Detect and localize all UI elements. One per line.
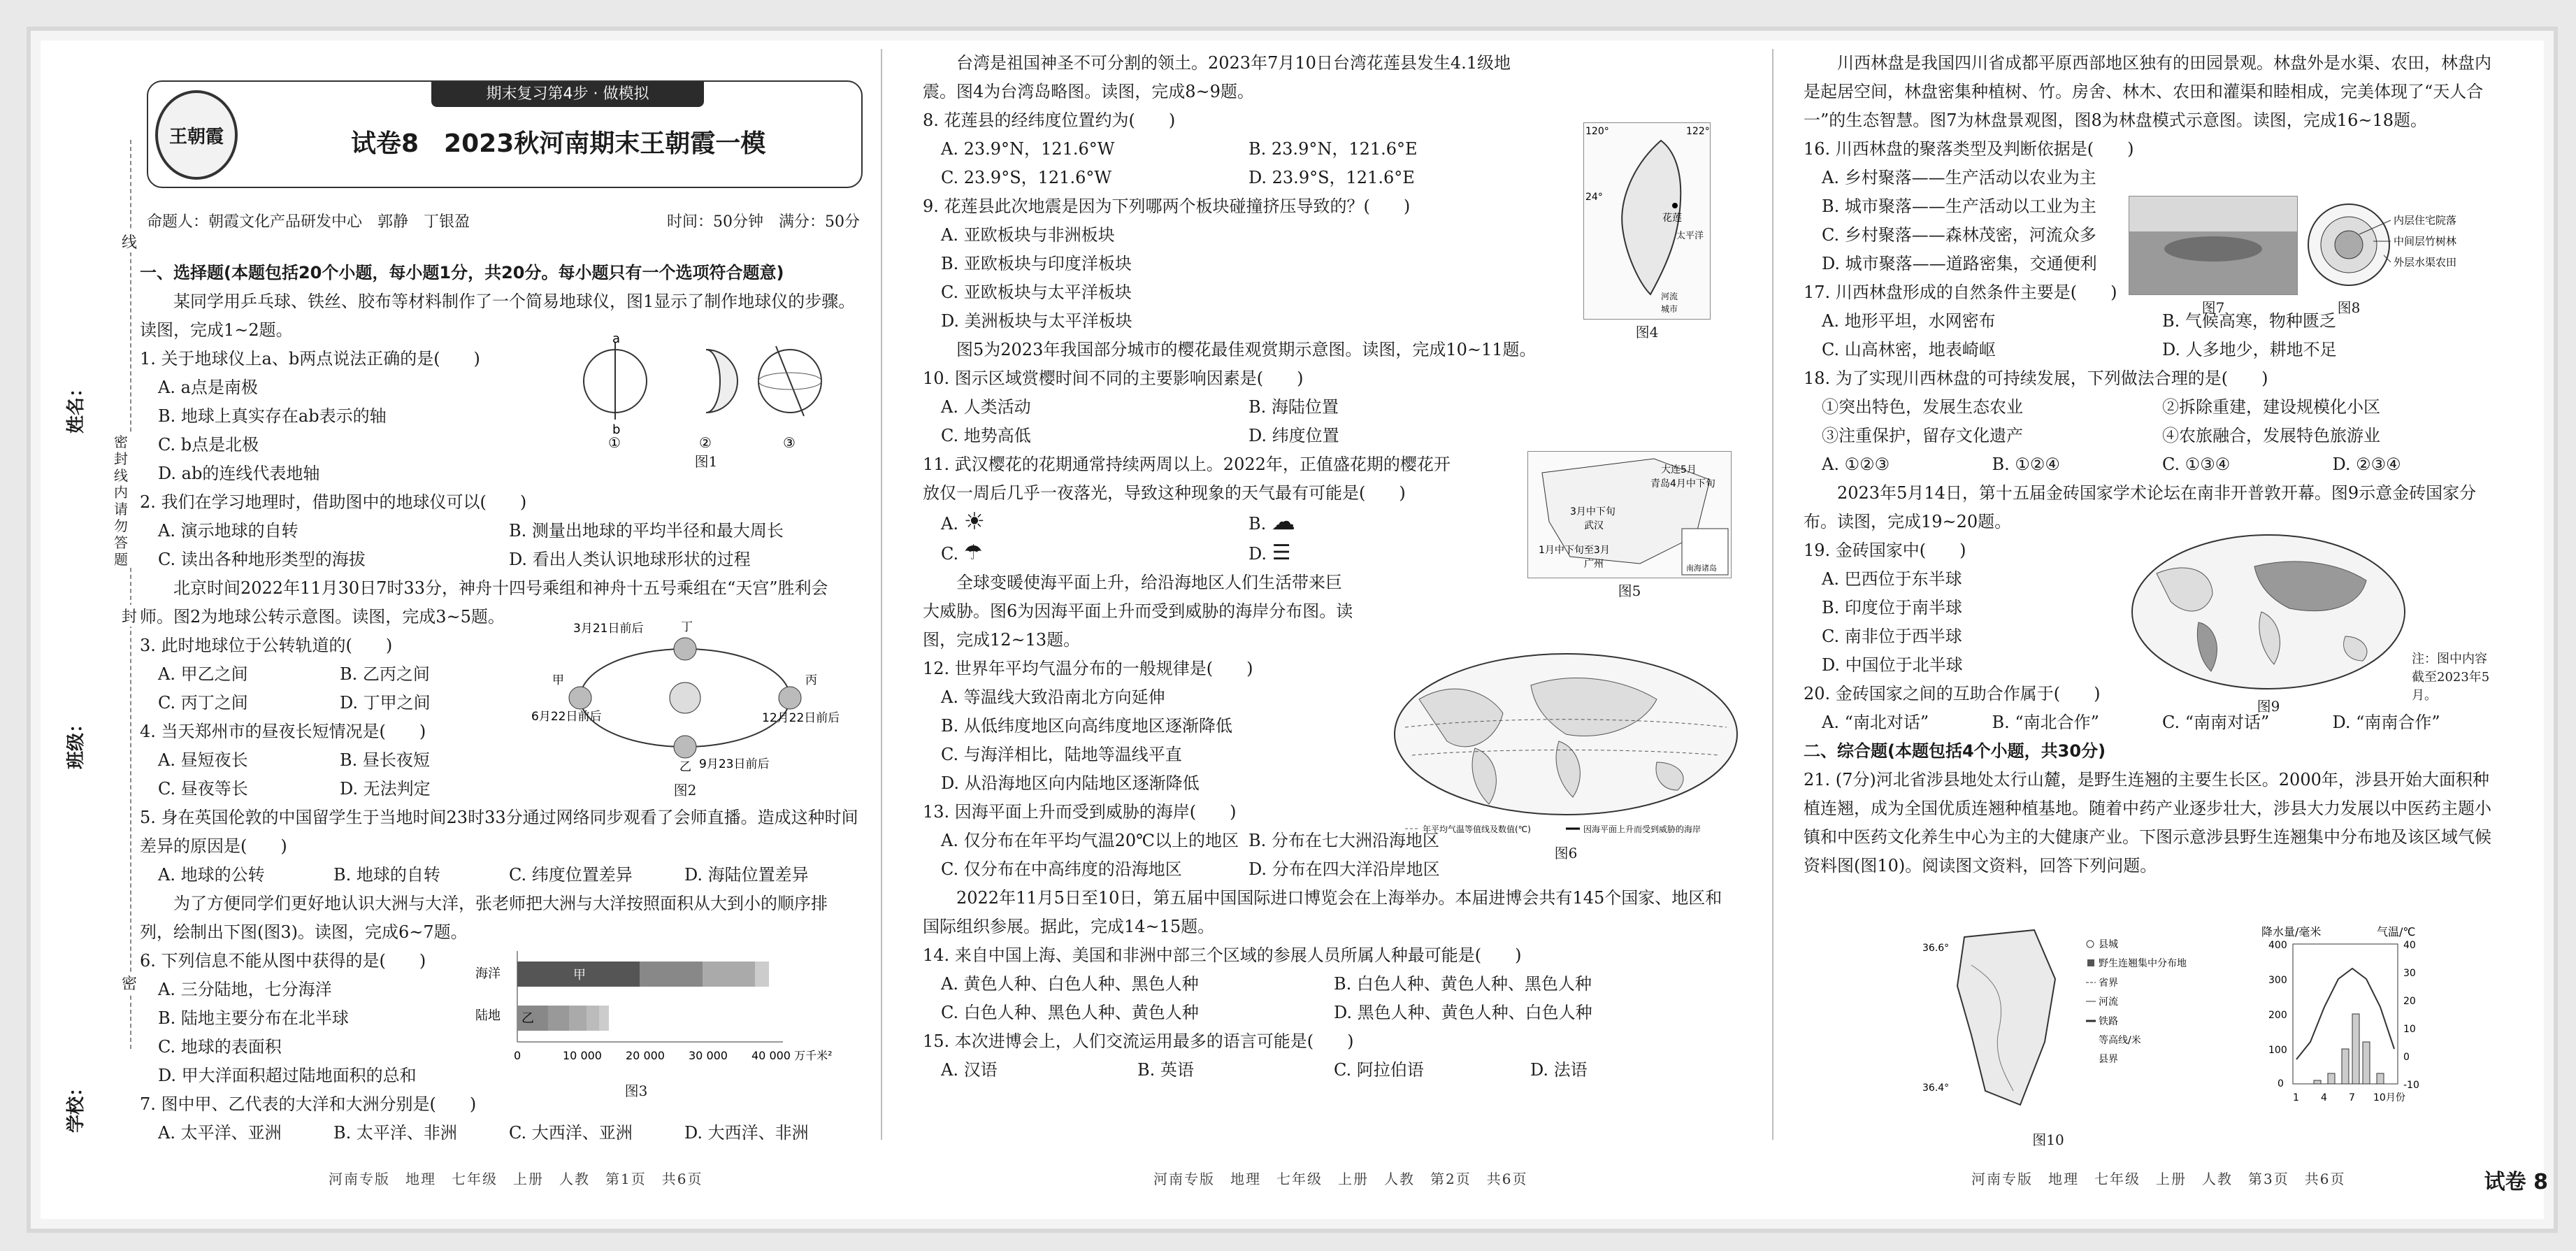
tick-20000: 20 000 [626, 1049, 665, 1062]
q10-option-d: D. 纬度位置 [1249, 426, 1339, 445]
figure-9-note: 注：图中内容截至2023年5月。 [2412, 652, 2490, 703]
question-4: 4. 当天郑州市的昼夜长短情况是( ) [140, 722, 426, 741]
q15-option-a: A. 汉语 [941, 1060, 998, 1080]
intro-6: 全球变暖使海平面上升，给沿海地区人们生活带来巨大威胁。图6为因海平面上升而受到威胁的海岸分布图。读图，完成12~13题。 [923, 573, 1353, 650]
month-tick-10: 10月份 [2373, 1092, 2405, 1103]
bar-jia-label: 甲 [573, 968, 586, 982]
cloudy-icon: ☁ [1271, 508, 1295, 536]
hualien-label: 花莲 [1662, 213, 1682, 224]
q6-option-d: D. 甲大洋面积超过陆地面积的总和 [158, 1066, 417, 1085]
temp-tick-40: 40 [2403, 940, 2416, 951]
q12-option-b: B. 从低纬度地区向高纬度地区逐渐降低 [941, 716, 1232, 736]
question-10: 10. 图示区域赏樱时间不同的主要影响因素是( ) [923, 369, 1304, 388]
q1-option-b: B. 地球上真实存在ab表示的轴 [158, 406, 387, 426]
paper-meta [147, 210, 860, 231]
step-3-label: ③ [783, 434, 796, 448]
hualien-marker [1672, 203, 1678, 208]
q12-option-d: D. 从沿海地区向内陆地区逐渐降低 [941, 773, 1200, 793]
question-19: 19. 金砖国家中( ) [1804, 541, 1966, 560]
paper-number: 试卷 8 [2484, 1170, 2548, 1194]
figure-5 [1527, 451, 1732, 599]
legend-county-border: 县界 [2099, 1054, 2118, 1065]
authors: 命题人：朝霞文化产品研发中心 郭静 丁银盈 [147, 213, 470, 231]
section1-heading: 一、选择题(本题包括20个小题，每小题1分，共20分。每小题只有一个选项符合题意) [140, 263, 784, 283]
q6-option-b: B. 陆地主要分布在北半球 [158, 1008, 349, 1028]
figure-6-caption: 图6 [1554, 845, 1578, 862]
question-15: 15. 本次进博会上，人们交流运用最多的语言可能是( ) [923, 1031, 1354, 1051]
column-3 [1804, 49, 2503, 880]
shexian-map-and-climate [1922, 923, 2482, 1126]
orbit-dec22: 12月22日前后 [762, 711, 839, 725]
legend-province: 省界 [2099, 978, 2118, 989]
guangzhou-label: 广州 [1584, 559, 1604, 570]
legend-railway: 铁路 [2099, 1016, 2118, 1027]
march-label: 3月中下旬 [1570, 506, 1616, 517]
question-13: 13. 因海平面上升而受到威胁的海岸( ) [923, 802, 1237, 822]
question-21: 21. (7分)河北省涉县地处太行山麓，是野生连翘的主要生长区。2000年，涉县开始大面积种植连翘，成为全国优质连翘种植基地。随着中药产业逐步壮大，涉县大力发展以中医药主题小镇和中医药文化养生中心为主的大健康产业。下图示意涉县野生连翘集中分布地及该区域气候资料图(图10)。阅读图文资料，回答下列问题。 [1804, 770, 2491, 875]
lon-120: 120° [1585, 126, 1609, 137]
seal-char-3: 密 [122, 972, 137, 994]
time-score: 时间：50分钟 满分：50分 [667, 213, 860, 231]
precip-tick-0: 0 [2278, 1078, 2284, 1089]
orbit-diagram [531, 615, 839, 776]
q18-option-b: B. ①②④ [1992, 455, 2060, 474]
jan-march-label: 1月中下旬至3月 [1539, 545, 1610, 556]
question-8: 8. 花莲县的经纬度位置约为( ) [923, 110, 1176, 130]
q4-option-c: C. 昼夜等长 [158, 779, 248, 799]
intro-5: 图5为2023年我国部分城市的樱花最佳观赏期示意图。读图，完成10~11题。 [956, 340, 1537, 359]
figure-6 [1391, 650, 1741, 860]
orbit-sep23: 9月23日前后 [699, 757, 770, 771]
figure-4-caption: 图4 [1635, 324, 1659, 341]
legend-river: 河流 [1661, 292, 1678, 301]
figure-10-caption: 图10 [2032, 1131, 2064, 1148]
fog-icon: ☰ [1272, 541, 1291, 565]
qingdao-label: 青岛4月中下旬 [1650, 478, 1715, 489]
step-2-label: ② [699, 434, 712, 448]
school-label: 学校： [66, 1078, 87, 1133]
q15-option-d: D. 法语 [1530, 1060, 1588, 1080]
land-row-label: 陆地 [475, 1008, 501, 1023]
q18-option-c: C. ①③④ [2162, 455, 2231, 474]
orbit-mar21: 3月21日前后 [573, 622, 644, 636]
class-label: 班级： [66, 714, 87, 769]
q6-option-a: A. 三分陆地，七分海洋 [158, 980, 332, 999]
q20-option-c: C. “南南对话” [2162, 713, 2270, 732]
temp-tick-0: 0 [2403, 1052, 2410, 1063]
q19-option-a: A. 巴西位于东半球 [1822, 569, 1962, 589]
brand-logo [155, 90, 238, 180]
outer-layer-label: 外层水渠农田 [2394, 256, 2457, 269]
q16-option-a: A. 乡村聚落——生产活动以农业为主 [1822, 168, 2096, 187]
q18-option-d: D. ②③④ [2332, 455, 2401, 474]
south-sea-label: 南海诸岛 [1686, 564, 1717, 573]
paper-header [147, 80, 863, 188]
q1-option-a: A. a点是南极 [158, 378, 258, 397]
review-tag: 期末复习第4步 · 做模拟 [431, 82, 704, 107]
seal-line [130, 140, 131, 1049]
temp-tick-20: 20 [2403, 996, 2416, 1007]
question-14: 14. 来自中国上海、美国和非洲中部三个区域的参展人员所属人种最可能是( ) [923, 945, 1522, 965]
q2-option-d: D. 看出人类认识地球形状的过程 [509, 550, 751, 569]
q10-option-c: C. 地势高低 [941, 426, 1031, 445]
figure-1-caption: 图1 [694, 453, 718, 470]
lat-36-6: 36.6° [1922, 943, 1950, 954]
q17-option-d: D. 人多地少，耕地不足 [2162, 340, 2337, 359]
globe-step-2 [706, 350, 737, 413]
wuhan-label: 武汉 [1584, 520, 1604, 531]
intro-2: 北京时间2022年11月30日7时33分，神舟十四号乘组和神舟十五号乘组在“天宫”胜利会师。图2为地球公转示意图。读图，完成3~5题。 [140, 578, 828, 627]
q13-option-c: C. 仅分布在中高纬度的沿海地区 [941, 859, 1182, 879]
temperature-curve [2296, 968, 2394, 1059]
tick-10000: 10 000 [563, 1049, 602, 1062]
q3-option-d: D. 丁甲之间 [340, 693, 431, 713]
q3-option-b: B. 乙丙之间 [340, 664, 430, 684]
temp-tick-30: 30 [2403, 968, 2416, 979]
q15-option-b: B. 英语 [1137, 1060, 1194, 1080]
q7-option-a: A. 太平洋、亚洲 [158, 1123, 282, 1143]
q11-option-c: C. ☂ [941, 541, 983, 565]
question-1: 1. 关于地球仪上a、b两点说法正确的是( ) [140, 349, 480, 369]
q14-option-b: B. 白色人种、黄色人种、黑色人种 [1334, 974, 1592, 994]
brics-map [2129, 531, 2408, 692]
figure-2 [531, 615, 839, 799]
q2-option-a: A. 演示地球的自转 [158, 521, 298, 541]
precip-tick-400: 400 [2268, 940, 2287, 951]
binding-margin [48, 140, 138, 1133]
q16-option-d: D. 城市聚落——道路密集，交通便利 [1822, 254, 2097, 273]
q19-option-d: D. 中国位于北半球 [1822, 655, 1963, 675]
climate-ylabel-right: 气温/℃ [2377, 925, 2416, 938]
pacific-label: 太平洋 [1676, 231, 1704, 241]
q12-option-c: C. 与海洋相比，陆地等温线平直 [941, 745, 1182, 764]
q10-option-b: B. 海陆位置 [1249, 397, 1339, 417]
q3-option-c: C. 丙丁之间 [158, 693, 248, 713]
divider-1 [881, 49, 882, 1140]
question-11: 11. 武汉樱花的花期通常持续两周以上。2022年，正值盛花期的樱花开放仅一周后几乎一夜落光，导致这种现象的天气最有可能是( ) [923, 455, 1451, 503]
q13-option-b: B. 分布在七大洲沿海地区 [1249, 831, 1439, 850]
figure-5-caption: 图5 [1618, 582, 1641, 599]
q16-option-c: C. 乡村聚落——森林茂密，河流众多 [1822, 225, 2096, 245]
orbit-jia: 甲 [552, 673, 564, 687]
figure-4 [1583, 122, 1711, 341]
figure-3-caption: 图3 [624, 1082, 648, 1099]
month-tick-7: 7 [2349, 1092, 2355, 1103]
tick-0: 0 [514, 1049, 521, 1062]
seal-char-2: 封 [122, 605, 137, 627]
q4-option-d: D. 无法判定 [340, 779, 431, 799]
inner-layer-label: 内层住宅院落 [2394, 214, 2457, 227]
ocean-row-label: 海洋 [475, 966, 501, 981]
q19-option-b: B. 印度位于南半球 [1822, 598, 1962, 617]
area-bar-chart [475, 944, 867, 1077]
q2-option-b: B. 测量出地球的平均半径和最大周长 [509, 521, 784, 541]
bar-yi-label: 乙 [521, 1011, 534, 1026]
intro-7: 2022年11月5日至10日，第五届中国国际进口博览会在上海举办。本届进博会共有145个国家、地区和国际组织参展。据此，完成14~15题。 [923, 888, 1722, 936]
q5-option-b: B. 地球的自转 [333, 865, 440, 885]
taiwan-map [1584, 123, 1710, 319]
figure-10 [1922, 923, 2482, 1147]
q11-option-d: D. ☰ [1249, 541, 1291, 565]
lon-122: 122° [1686, 126, 1710, 137]
month-tick-1: 1 [2293, 1092, 2299, 1103]
q14-option-d: D. 黑色人种、黄色人种、白色人种 [1334, 1003, 1592, 1022]
q11-option-a: A. ☀ [941, 508, 986, 536]
sunny-icon: ☀ [963, 508, 986, 536]
q1-option-d: D. ab的连线代表地轴 [158, 464, 320, 483]
q9-option-c: C. 亚欧板块与太平洋板块 [941, 283, 1132, 302]
q8-option-d: D. 23.9°S，121.6°E [1249, 168, 1415, 187]
figure-8-caption: 图8 [2337, 299, 2361, 316]
q7-option-c: C. 大西洋、亚洲 [509, 1123, 633, 1143]
q8-option-a: A. 23.9°N，121.6°W [941, 139, 1115, 159]
q7-option-d: D. 大西洋、非洲 [684, 1123, 809, 1143]
precip-tick-200: 200 [2268, 1010, 2287, 1021]
question-12: 12. 世界年平均气温分布的一般规律是( ) [923, 659, 1253, 678]
temp-tick-10: 10 [2403, 1024, 2416, 1035]
q14-option-a: A. 黄色人种、白色人种、黑色人种 [941, 974, 1199, 994]
forest-plate-photo [2129, 196, 2297, 294]
cherry-blossom-map [1528, 452, 1731, 578]
point-b: b [612, 422, 621, 437]
legend-threatened-coast: 因海平面上升而受到威胁的海岸 [1583, 824, 1701, 834]
globe-steps-diagram [573, 336, 839, 448]
climate-ylabel-left: 降水量/毫米 [2261, 925, 2322, 938]
figure-9 [2129, 531, 2408, 727]
figure-9-caption: 图9 [2257, 698, 2280, 715]
legend-county: 县城 [2099, 939, 2118, 950]
q20-option-b: B. “南北合作” [1992, 713, 2099, 732]
middle-layer-label: 中间层竹树林 [2394, 235, 2457, 248]
q4-option-b: B. 昼长夜短 [340, 750, 430, 770]
q6-option-c: C. 地球的表面积 [158, 1037, 282, 1057]
q5-option-a: A. 地球的公转 [158, 865, 265, 885]
name-label: 姓名： [66, 378, 87, 434]
question-2: 2. 我们在学习地理时，借助图中的地球仪可以( ) [140, 492, 527, 512]
figure-7-caption: 图7 [2201, 299, 2225, 316]
shexian-outline [1957, 930, 2055, 1105]
footer-page-1: 河南专版 地理 七年级 上册 人教 第1页 共6页 [329, 1171, 703, 1187]
step-1-label: ① [608, 434, 621, 448]
lat-24: 24° [1585, 192, 1603, 203]
q18-item-3: ③注重保护，留存文化遗产 [1822, 426, 2023, 445]
q2-option-c: C. 读出各种地形类型的海拔 [158, 550, 366, 569]
question-5: 5. 身在英国伦敦的中国留学生于当地时间23时33分通过网络同步观看了会师直播。造成这种时间差异的原因是( ) [140, 808, 858, 856]
intro-3: 为了方便同学们更好地认识大洲与大洋，张老师把大洲与大洋按照面积从大到小的顺序排列，绘制出下图(图3)。读图，完成6~7题。 [140, 894, 828, 942]
q3-option-a: A. 甲乙之间 [158, 664, 248, 684]
legend-city: 城市 [1661, 304, 1678, 314]
q18-item-1: ①突出特色，发展生态农业 [1822, 397, 2023, 417]
legend-river: 河流 [2099, 996, 2118, 1008]
q4-option-a: A. 昼短夜长 [158, 750, 248, 770]
figure-3 [475, 944, 867, 1105]
q8-option-b: B. 23.9°N，121.6°E [1249, 139, 1418, 159]
dalian-label: 大连5月 [1661, 464, 1697, 476]
q15-option-c: C. 阿拉伯语 [1334, 1060, 1424, 1080]
figure-1 [573, 336, 839, 470]
tick-40000: 40 000 万千米² [751, 1049, 833, 1062]
q18-item-4: ④农旅融合，发展特色旅游业 [2162, 426, 2380, 445]
orbit-yi: 乙 [679, 760, 691, 774]
intro-9: 2023年5月14日，第十五届金砖国家学术论坛在南非开普敦开幕。图9示意金砖国家分布。读图，完成19~20题。 [1804, 483, 2477, 531]
lat-36-4: 36.4° [1922, 1082, 1950, 1094]
figure-8 [2307, 196, 2489, 315]
seal-note: 密封线内请勿答题 [114, 434, 132, 568]
q9-option-d: D. 美洲板块与太平洋板块 [941, 311, 1132, 331]
q19-option-c: C. 南非位于西半球 [1822, 627, 1962, 646]
orbit-jun22: 6月22日前后 [531, 710, 602, 724]
q7-option-b: B. 太平洋、非洲 [333, 1123, 457, 1143]
question-3: 3. 此时地球位于公转轨道的( ) [140, 636, 393, 655]
sun-rain-icon: ☂ [963, 541, 983, 565]
month-tick-4: 4 [2321, 1092, 2327, 1103]
q5-option-d: D. 海陆位置差异 [684, 865, 809, 885]
paper-title: 试卷8 2023秋河南期末王朝霞一模 [351, 129, 766, 158]
q11-option-b: B. ☁ [1249, 508, 1295, 536]
q10-option-a: A. 人类活动 [941, 397, 1031, 417]
q16-option-b: B. 城市聚落——生产活动以工业为主 [1822, 196, 2096, 216]
sun [670, 682, 700, 713]
q17-option-b: B. 气候高寒，物种匮乏 [2162, 311, 2336, 331]
figure-2-caption: 图2 [673, 782, 697, 799]
q18-option-a: A. ①②③ [1822, 455, 1890, 474]
figure-7 [2129, 196, 2298, 316]
question-16: 16. 川西林盘的聚落类型及判断依据是( ) [1804, 139, 2134, 159]
sea-level-map [1391, 650, 1741, 839]
temp-tick-minus10: -10 [2403, 1080, 2419, 1091]
q17-option-a: A. 地形平坦，水网密布 [1822, 311, 1996, 331]
question-7: 7. 图中甲、乙代表的大洋和大洲分别是( ) [140, 1094, 477, 1114]
q13-option-d: D. 分布在四大洋沿岸地区 [1249, 859, 1440, 879]
section2-heading: 二、综合题(本题包括4个小题，共30分) [1804, 741, 2106, 761]
question-6: 6. 下列信息不能从图中获得的是( ) [140, 951, 426, 971]
divider-2 [1772, 49, 1773, 1140]
q9-option-a: A. 亚欧板块与非洲板块 [941, 225, 1115, 245]
q8-option-c: C. 23.9°S，121.6°W [941, 168, 1112, 187]
intro-4: 台湾是祖国神圣不可分割的领土。2023年7月10日台湾花莲县发生4.1级地震。图4为台湾岛略图。读图，完成8~9题。 [923, 53, 1511, 101]
legend-isotherm: 年平均气温等值线及数值(℃) [1423, 824, 1531, 834]
forest-plate-model [2307, 196, 2489, 294]
footer-page-3: 河南专版 地理 七年级 上册 人教 第3页 共6页 [1971, 1171, 2346, 1187]
point-a: a [612, 336, 621, 346]
intro-8: 川西林盘是我国四川省成都平原西部地区独有的田园景观。林盘外是水渠、农田，林盘内是起居空间，林盘密集种植树、竹。房舍、林木、农田和灌渠和睦相成，完美体现了“天人合一”的生态智慧。图7为林盘景观图，图8为林盘模式示意图。读图，完成16~18题。 [1804, 53, 2491, 130]
q9-option-b: B. 亚欧板块与印度洋板块 [941, 254, 1132, 273]
seal-char-1: 线 [122, 231, 137, 252]
q13-option-a: A. 仅分布在年平均气温20℃以上的地区 [941, 831, 1239, 850]
intro-1: 某同学用乒乓球、铁丝、胶布等材料制作了一个简易地球仪，图1显示了制作地球仪的步骤。读图，完成1~2题。 [140, 292, 856, 340]
question-20: 20. 金砖国家之间的互助合作属于( ) [1804, 684, 2101, 703]
q20-option-d: D. “南南合作” [2332, 713, 2440, 732]
tick-30000: 30 000 [689, 1049, 728, 1062]
logo-text: 王朝霞 [168, 126, 224, 148]
orbit-bing: 丙 [805, 673, 817, 687]
legend-forsythia: 野生连翘集中分布地 [2099, 958, 2187, 969]
q12-option-a: A. 等温线大致沿南北方向延伸 [941, 687, 1165, 707]
precip-tick-100: 100 [2268, 1045, 2287, 1056]
q18-item-2: ②拆除重建，建设规模化小区 [2162, 397, 2380, 417]
q17-option-c: C. 山高林密，地表崎岖 [1822, 340, 1996, 359]
legend-contour: 等高线/米 [2099, 1035, 2141, 1046]
orbit-ding: 丁 [681, 620, 693, 634]
question-17: 17. 川西林盘形成的自然条件主要是( ) [1804, 283, 2117, 302]
question-18: 18. 为了实现川西林盘的可持续发展，下列做法合理的是( ) [1804, 369, 2268, 388]
q14-option-c: C. 白色人种、黑色人种、黄色人种 [941, 1003, 1199, 1022]
question-9: 9. 花莲县此次地震是因为下列哪两个板块碰撞挤压导致的？( ) [923, 196, 1411, 216]
q5-option-c: C. 纬度位置差异 [509, 865, 633, 885]
q1-option-c: C. b点是北极 [158, 435, 259, 455]
footer-page-2: 河南专版 地理 七年级 上册 人教 第2页 共6页 [1153, 1171, 1528, 1187]
precip-tick-300: 300 [2268, 975, 2287, 986]
q20-option-a: A. “南北对话” [1822, 713, 1929, 732]
